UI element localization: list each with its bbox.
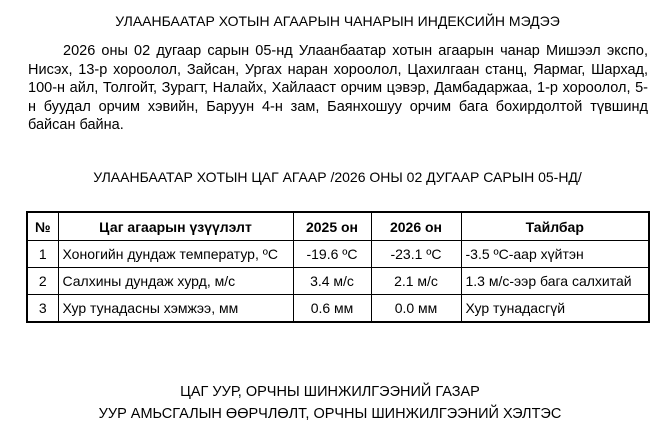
col-header-number: № (27, 212, 58, 241)
summary-paragraph: 2026 оны 02 дугаар сарын 05-нд Улаанбаатар хотын агаарын чанар Мишээл экспо, Нисэх, 13-р хороолол, Зайсан, Ургах наран хороолол, Цахилгаан станц, Яармаг, Шархад, 100-н айл, Толгойт, Зурагт, Налайх, Хайлааст орчим цэвэр, Дамбадаржаа, 1-р хороолол, 5-н буудал орчим хэвийн, Баруун 4-н зам, Баянхошуу орчим бага бохирдолтой түвшинд байсан байна. (28, 43, 648, 133)
table-row (27, 241, 649, 268)
table-cell-2026: 0.0 мм (371, 295, 461, 323)
document-footer (0, 381, 660, 425)
table-cell-2025: 3.4 м/с (293, 268, 371, 295)
table-cell-note: 1.3 м/с-ээр бага салхитай (461, 268, 649, 295)
table-row (27, 295, 649, 323)
document-title: УЛААНБААТАР ХОТЫН АГААРЫН ЧАНАРЫН ИНДЕКСИЙН МЭДЭЭ (115, 13, 560, 29)
footer-dept-line: УУР АМЬСГАЛЫН ӨӨРЧЛӨЛТ, ОРЧНЫ ШИНЖИЛГЭЭНИЙ ХЭЛТЭС (98, 406, 562, 422)
footer-org-line: ЦАГ УУР, ОРЧНЫ ШИНЖИЛГЭЭНИЙ ГАЗАР (180, 384, 480, 400)
table-cell-2025: -19.6 ºС (293, 241, 371, 268)
col-header-note: Тайлбар (461, 212, 649, 241)
weather-table (26, 211, 650, 323)
table-cell-note: -3.5 ºС-аар хүйтэн (461, 241, 649, 268)
table-cell-indicator: Салхины дундаж хурд, м/с (58, 268, 293, 295)
weather-heading: УЛААНБААТАР ХОТЫН ЦАГ АГААР /2026 ОНЫ 02 ДУГААР САРЫН 05-НД/ (93, 169, 582, 185)
table-cell-indicator: Хур тунадасны хэмжээ, мм (58, 295, 293, 323)
col-header-indicator: Цаг агаарын үзүүлэлт (58, 212, 293, 241)
table-cell-2025: 0.6 мм (293, 295, 371, 323)
table-cell-rownum: 2 (27, 268, 58, 295)
table-row (27, 268, 649, 295)
table-cell-note: Хур тунадасгүй (461, 295, 649, 323)
table-header-row (27, 212, 649, 241)
table-cell-rownum: 1 (27, 241, 58, 268)
table-cell-2026: 2.1 м/с (371, 268, 461, 295)
table-cell-2026: -23.1 ºС (371, 241, 461, 268)
table-cell-rownum: 3 (27, 295, 58, 323)
col-header-2025: 2025 он (293, 212, 371, 241)
col-header-2026: 2026 он (371, 212, 461, 241)
table-cell-indicator: Хоногийн дундаж температур, ºС (58, 241, 293, 268)
